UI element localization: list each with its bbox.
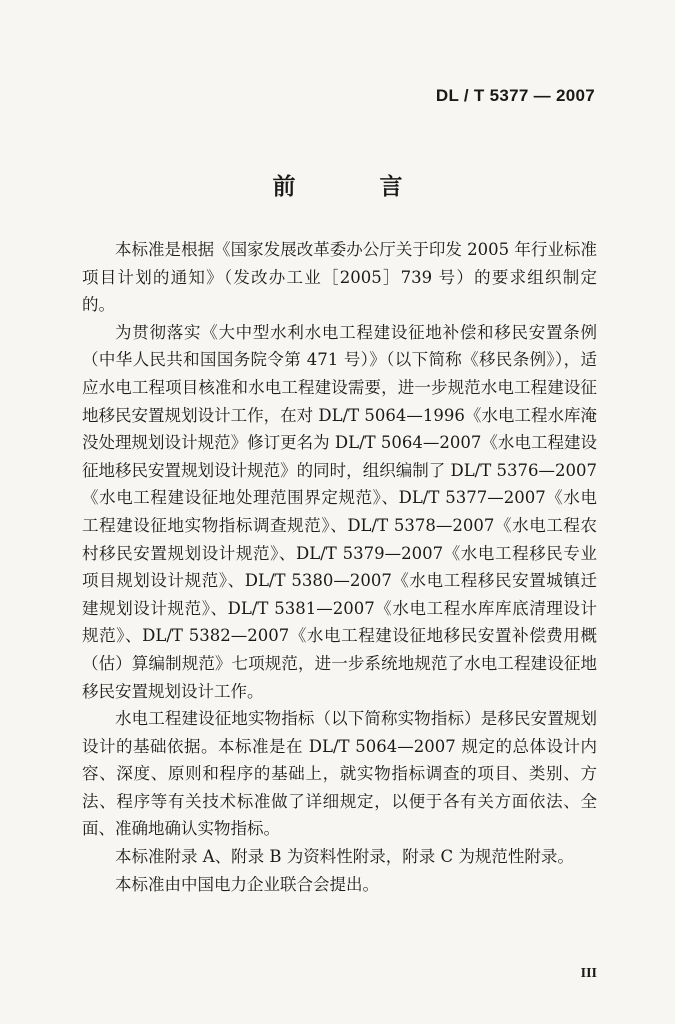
paragraph-1: 本标准是根据《国家发展改革委办公厅关于印发 2005 年行业标准项目计划的通知》（发改办工业［2005］739 号）的要求组织制定的。 [82, 240, 597, 315]
paragraph-3: 水电工程建设征地实物指标（以下简称实物指标）是移民安置规划设计的基础依据。本标准是在 DL/T 5064—2007 规定的总体设计内容、深度、原则和程序的基础上，就实物指标调查的项目、类别、方法、程序等有关技术标准做了详细规定，以便于各有关方面依法、全面、准确地确认实物指标。 [82, 709, 597, 839]
paragraph-4: 本标准附录 A、附录 B 为资料性附录，附录 C 为规范性附录。 [115, 847, 574, 867]
foreword-body [82, 236, 597, 898]
paragraph-5: 本标准由中国电力企业联合会提出。 [115, 874, 379, 894]
standard-code-header: DL / T 5377 — 2007 [435, 86, 595, 105]
page-title: 前 言 [272, 173, 441, 200]
page-number: III [580, 966, 597, 981]
paragraph-2: 为贯彻落实《大中型水利水电工程建设征地补偿和移民安置条例（中华人民共和国国务院令第 471 号）》（以下简称《移民条例》），适应水电工程项目核准和水电工程建设需要，进一步规范水电工程建设征地移民安置规划设计工作，在对 DL/T 5064—1996《水电工程水库淹没处理规划设计规范》修订更名为 DL/T 5064—2007《水电工程建设征地移民安置规划设计规范》的同时，组织编制了 DL/T 5376—2007《水电工程建设征地处理范围界定规范》、DL/T 5377—2007《水电工程建设征地实物指标调查规范》、DL/T 5378—2007《水电工程农村移民安置规划设计规范》、DL/T 5379—2007《水电工程移民专业项目规划设计规范》、DL/T 5380—2007《水电工程移民安置城镇迁建规划设计规范》、DL/T 5381—2007《水电工程水库库底清理设计规范》、DL/T 5382—2007《水电工程建设征地移民安置补偿费用概（估）算编制规范》七项规范，进一步系统地规范了水电工程建设征地移民安置规划设计工作。 [82, 322, 597, 701]
